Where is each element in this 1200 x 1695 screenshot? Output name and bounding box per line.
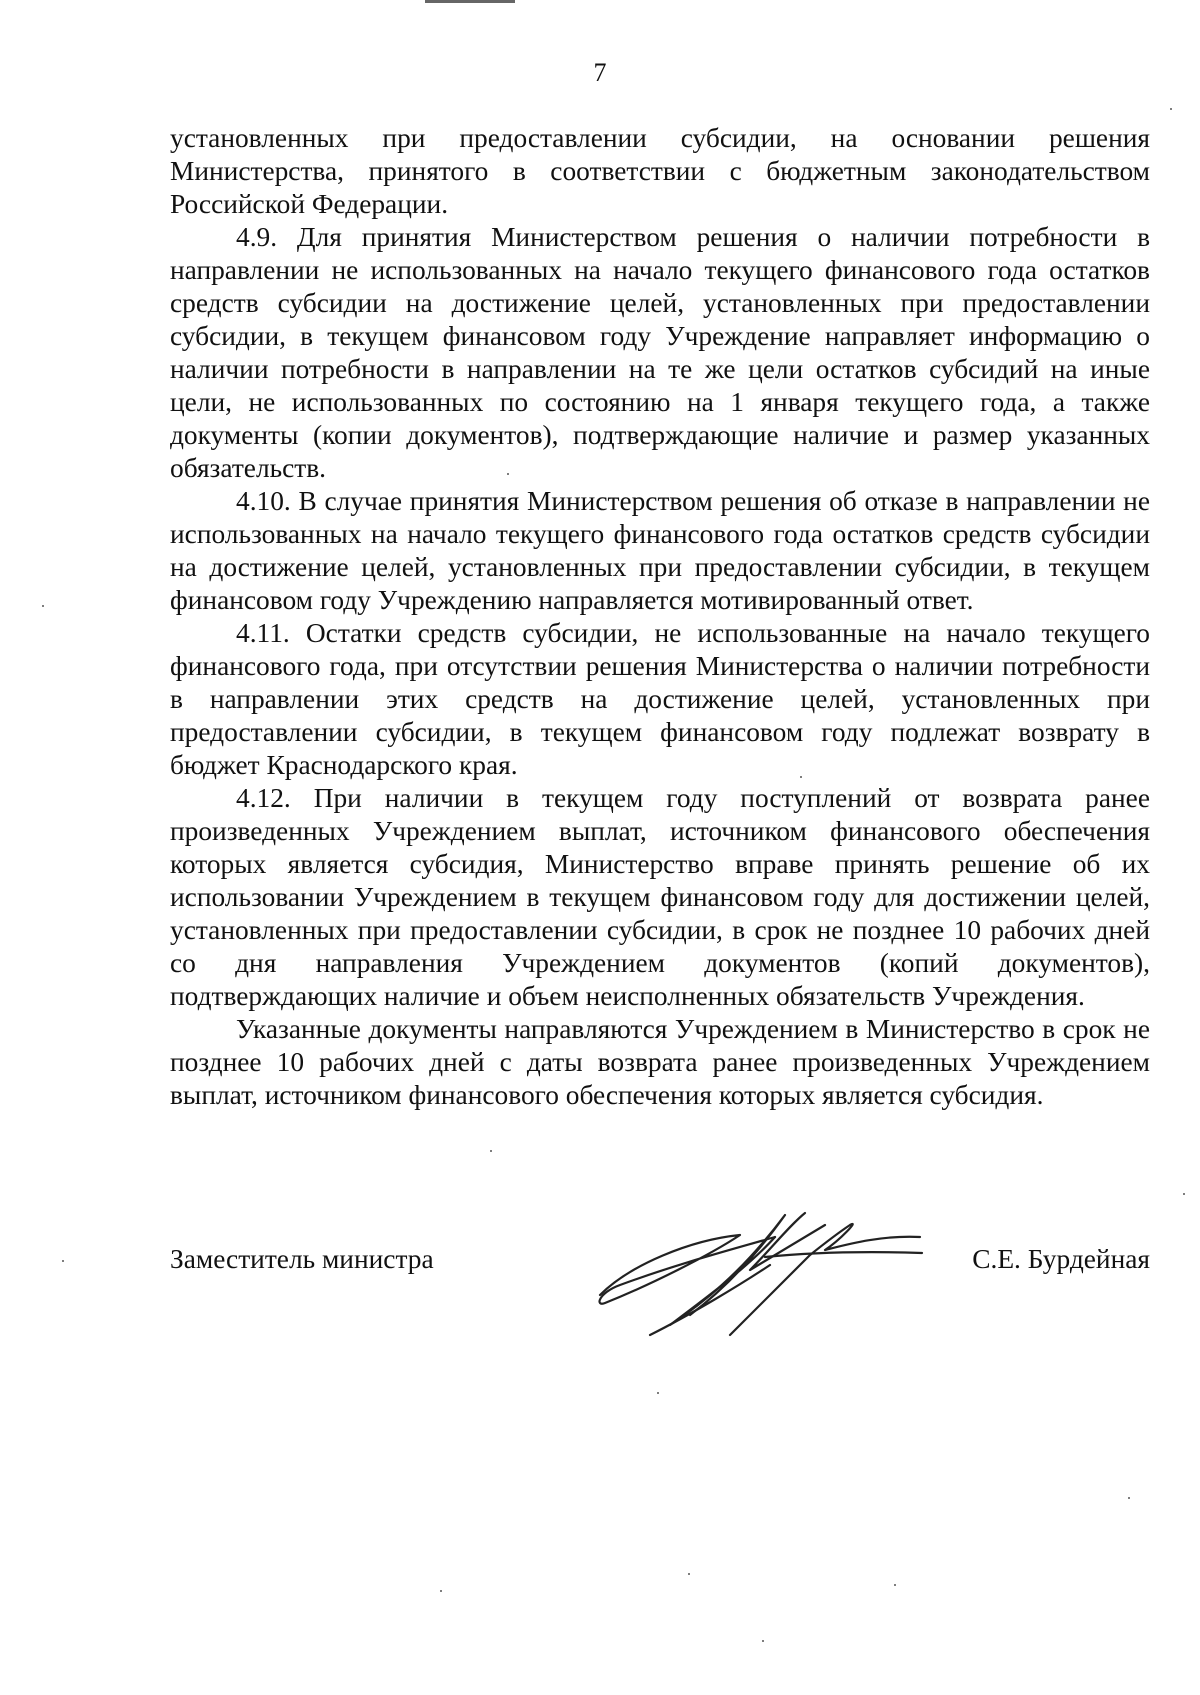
handwritten-signature — [590, 1195, 930, 1355]
signatory-title: Заместитель министра — [170, 1244, 434, 1274]
scan-speck — [800, 776, 802, 778]
scan-speck — [440, 1590, 442, 1592]
scan-speck — [688, 1573, 690, 1575]
signatory-name: С.Е. Бурдейная — [972, 1244, 1150, 1274]
paragraph-4-12: 4.12. При наличии в текущем году поступлений от возврата ранее произведенных Учреждением выплат, источником финансового обеспечения которых является субсидия, Министерство вправе принять решение об их использовании Учреждением в текущем финансовом году для достижении целей, установленных при предоставлении субсидии, в срок не позднее 10 рабочих дней со дня направления Учреждением документов (копий документов), подтверждающих наличие и объем неисполненных обязательств Учреждения. — [170, 783, 1150, 1011]
paragraph-documents-note: Указанные документы направляются Учреждением в Министерство в срок не позднее 10 рабочих дней с даты возврата ранее произведенных Учреждением выплат, источником финансового обеспечения которых является субсидия. — [170, 1014, 1150, 1110]
scan-speck — [42, 605, 44, 607]
scan-speck — [62, 1260, 64, 1262]
page-number: 7 — [593, 58, 607, 87]
scan-speck — [894, 1584, 896, 1586]
scan-speck — [1183, 1193, 1185, 1195]
scan-speck — [1170, 108, 1172, 110]
scan-speck — [507, 473, 509, 475]
paragraph-4-9: 4.9. Для принятия Министерством решения о наличии потребности в направлении не использованных на начало текущего финансового года остатков средств субсидии на достижение целей, установленных при предоставлении субсидии, в текущем финансовом году Учреждение направляет информацию о наличии потребности в направлении на те же цели остатков субсидий на иные цели, не использованных по состоянию на 1 января текущего года, а также документы (копии документов), подтверждающие наличие и размер указанных обязательств. — [170, 222, 1150, 483]
scan-speck — [490, 1150, 492, 1152]
scan-artifact-top — [425, 0, 515, 3]
scan-speck — [1128, 1497, 1130, 1499]
scan-speck — [657, 1392, 659, 1394]
document-body — [170, 122, 1150, 1112]
paragraph-4-11: 4.11. Остатки средств субсидии, не использованные на начало текущего финансового года, при отсутствии решения Министерства о наличии потребности в направлении этих средств на достижение целей, установленных при предоставлении субсидии, в текущем финансовом году подлежат возврату в бюджет Краснодарского края. — [170, 618, 1150, 780]
scan-speck — [762, 1640, 764, 1642]
paragraph-4-10: 4.10. В случае принятия Министерством решения об отказе в направлении не использованных на начало текущего финансового года остатков средств субсидии на достижение целей, установленных при предоставлении субсидии, в текущем финансовом году Учреждению направляется мотивированный ответ. — [170, 486, 1150, 615]
paragraph-continuation: установленных при предоставлении субсидии, на основании решения Министерства, принятого в соответствии с бюджетным законодательством Российской Федерации. — [170, 123, 1150, 219]
